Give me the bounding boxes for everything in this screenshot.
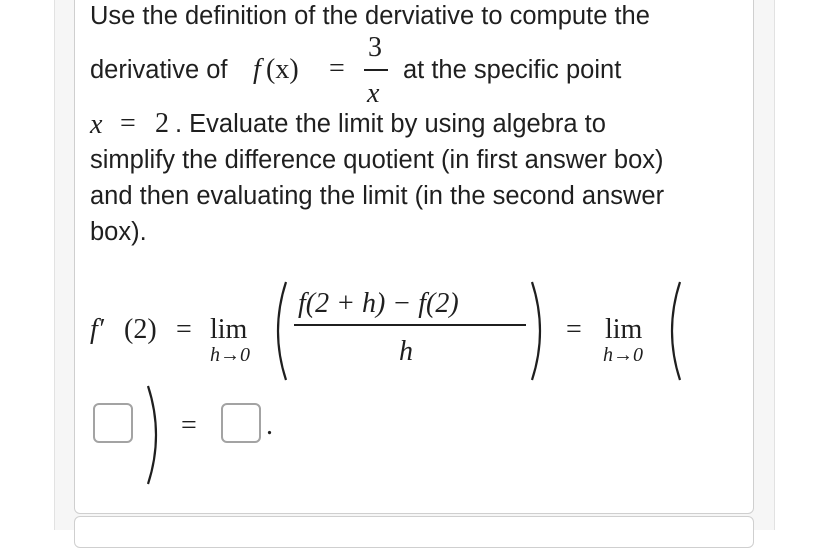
- left-paren-large-2: [662, 280, 684, 382]
- point-value: 2: [155, 108, 169, 139]
- question-text-line2-prefix: derivative of: [90, 56, 228, 84]
- answer-box-difference-quotient[interactable]: [93, 403, 133, 443]
- derivative-symbol: f′: [90, 314, 104, 345]
- limit-subscript-1: h→0: [210, 344, 250, 366]
- limit-operator-1: lim: [210, 314, 248, 345]
- limit-subscript-2: h→0: [603, 344, 643, 366]
- next-question-card: [74, 516, 754, 548]
- difference-quotient-numerator: f(2 + h) − f(2): [298, 288, 459, 319]
- question-text-line2-suffix: at the specific point: [403, 56, 622, 84]
- limit-operator-2: lim: [605, 314, 643, 345]
- difference-quotient-denominator: h: [399, 336, 413, 367]
- fraction-denominator: x: [367, 78, 380, 109]
- question-text-line1: Use the definition of the derviative to compute the: [90, 2, 650, 30]
- formula-equals-3: =: [181, 410, 197, 441]
- formula-period: .: [266, 410, 273, 441]
- answer-box-limit-value[interactable]: [221, 403, 261, 443]
- question-text-line6: box).: [90, 218, 147, 246]
- formula-equals-2: =: [566, 314, 582, 345]
- right-paren-large-1: [528, 280, 550, 382]
- derivative-argument: (2): [124, 314, 157, 345]
- function-name: f: [253, 54, 261, 85]
- formula-equals-1: =: [176, 314, 192, 345]
- right-paren-large-2: [144, 384, 166, 486]
- fraction-numerator: 3: [368, 32, 382, 63]
- function-argument: (x): [266, 54, 299, 85]
- question-text-line3-suffix: . Evaluate the limit by using algebra to: [175, 110, 606, 138]
- fraction-bar: [364, 69, 388, 71]
- point-variable: x: [90, 109, 103, 140]
- question-text-line5: and then evaluating the limit (in the second answer: [90, 182, 665, 210]
- question-text-line4: simplify the difference quotient (in first answer box): [90, 146, 664, 174]
- equals-sign: =: [329, 53, 345, 84]
- point-equals-sign: =: [120, 108, 136, 139]
- difference-quotient-bar: [294, 324, 526, 326]
- left-paren-large-1: [268, 280, 290, 382]
